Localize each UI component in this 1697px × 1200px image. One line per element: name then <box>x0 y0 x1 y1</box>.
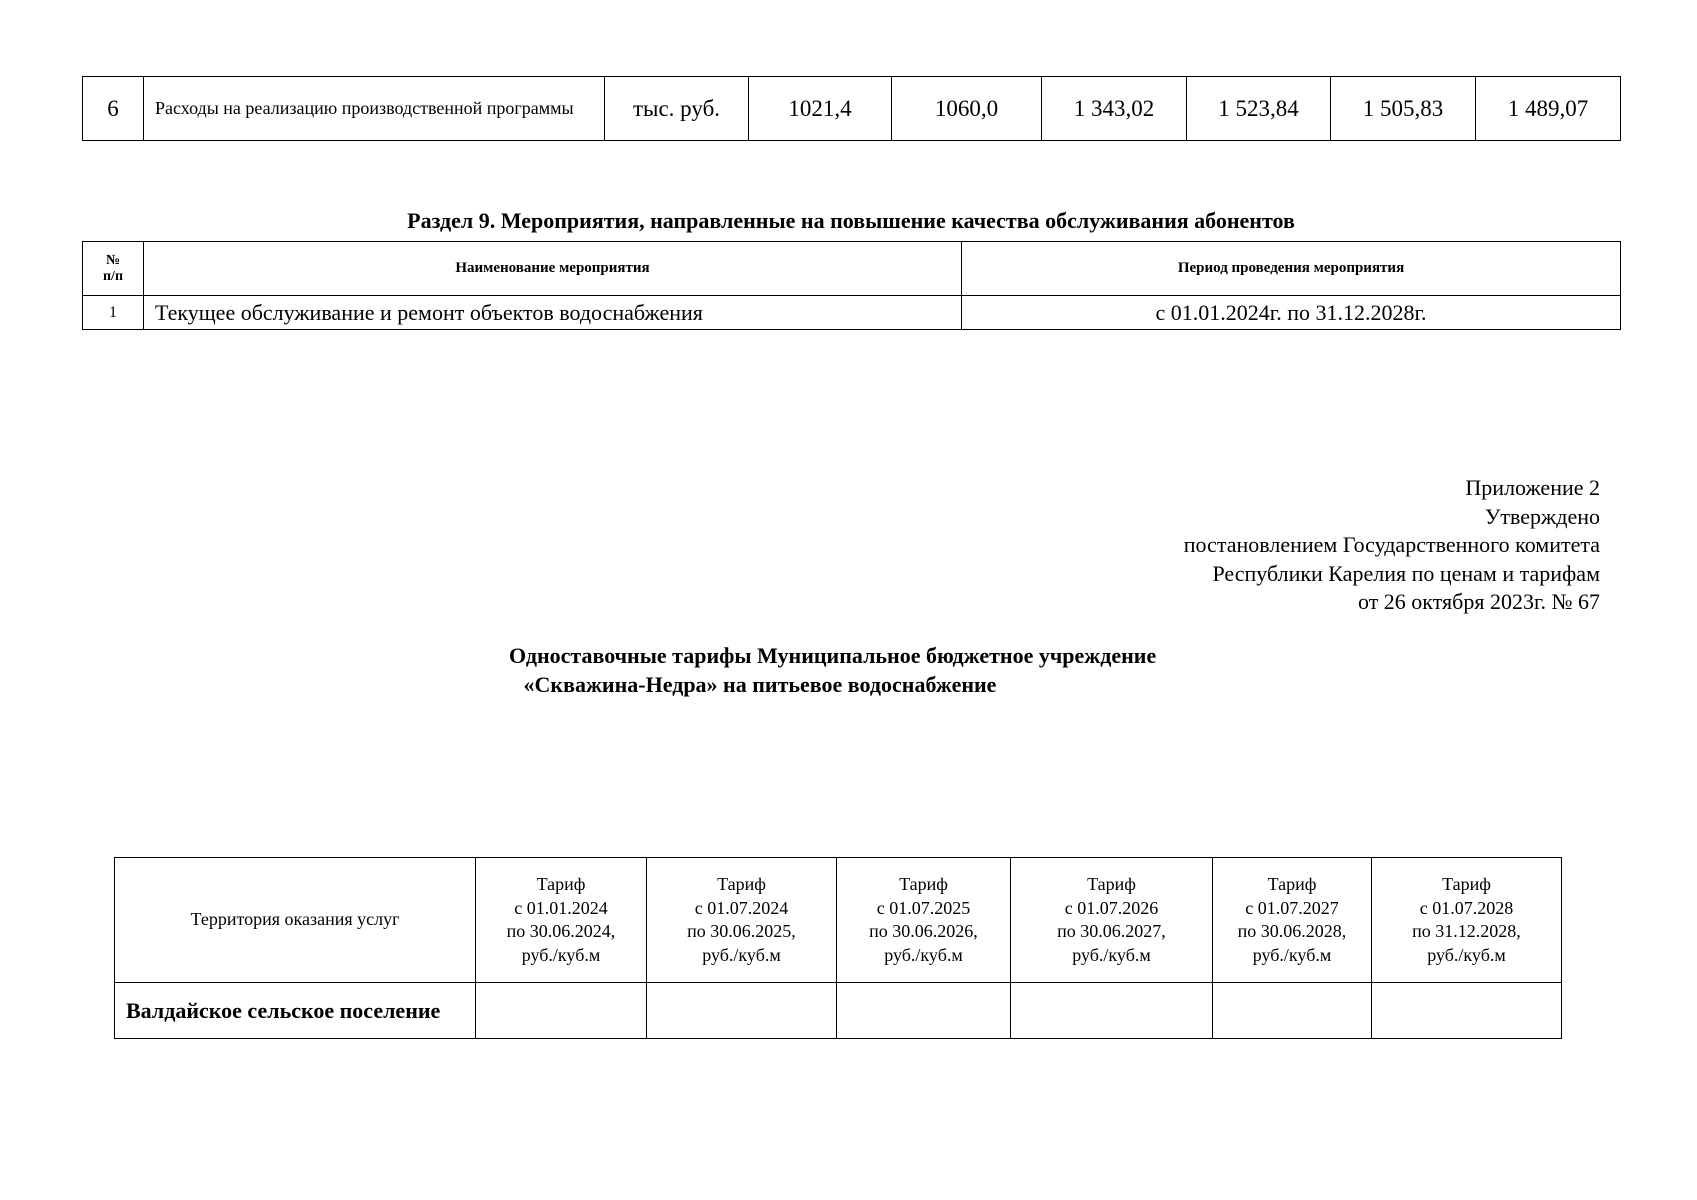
tariff-title-line: «Скважина-Недра» на питьевое водоснабжение <box>523 671 997 697</box>
tariff-value-cell <box>837 983 1011 1039</box>
tariff-header: Тариф с 01.07.2026 по 30.06.2027, руб./куб.м <box>1011 858 1213 983</box>
value-cell: 1060,0 <box>892 77 1042 141</box>
appendix-line: Республики Карелия по ценам и тарифам <box>1212 560 1600 586</box>
value-cell: 1 523,84 <box>1187 77 1331 141</box>
expenses-table <box>82 76 1621 141</box>
tariff-header: Тариф с 01.07.2024 по 30.06.2025, руб./куб.м <box>647 858 837 983</box>
tariff-header: Тариф с 01.07.2028 по 31.12.2028, руб./куб.м <box>1372 858 1562 983</box>
row-unit: тыс. руб. <box>605 77 749 141</box>
value-cell: 1 343,02 <box>1042 77 1187 141</box>
tariff-value-cell <box>1372 983 1562 1039</box>
value-cell: 1 489,07 <box>1476 77 1621 141</box>
section-title: Раздел 9. Мероприятия, направленные на повышение качества обслуживания абонентов <box>407 208 1295 233</box>
table-header-row <box>115 858 1562 983</box>
appendix-line: Приложение 2 <box>1465 475 1600 500</box>
territory-cell: Валдайское сельское поселение <box>115 983 476 1039</box>
tariff-title-line: Одноставочные тарифы Муниципальное бюджетное учреждение <box>509 643 1157 668</box>
table-header-row <box>83 242 1621 296</box>
event-name: Текущее обслуживание и ремонт объектов водоснабжения <box>144 296 962 330</box>
tariffs-table <box>114 857 1562 1039</box>
row-name: Расходы на реализацию производственной программы <box>144 77 605 141</box>
table-row <box>115 983 1562 1039</box>
tariff-title <box>500 642 1157 699</box>
event-period: с 01.01.2024г. по 31.12.2028г. <box>962 296 1621 330</box>
period-header: Период проведения мероприятия <box>962 242 1621 296</box>
num-header-abbr: п/п <box>102 268 124 284</box>
tariff-value-cell <box>1011 983 1213 1039</box>
num-header-symbol: № <box>105 252 121 268</box>
appendix-line: Утверждено <box>1484 503 1600 529</box>
events-table <box>82 241 1621 330</box>
appendix-block <box>1184 474 1600 617</box>
tariff-header: Тариф с 01.07.2027 по 30.06.2028, руб./куб.м <box>1213 858 1372 983</box>
tariff-header: Тариф с 01.07.2025 по 30.06.2026, руб./куб.м <box>837 858 1011 983</box>
name-header: Наименование мероприятия <box>144 242 962 296</box>
tariff-value-cell <box>1213 983 1372 1039</box>
tariff-value-cell <box>476 983 647 1039</box>
table-row <box>83 296 1621 330</box>
tariff-value-cell <box>647 983 837 1039</box>
appendix-line: от 26 октября 2023г. № 67 <box>1357 589 1600 614</box>
value-cell: 1 505,83 <box>1331 77 1476 141</box>
table-row <box>83 77 1621 141</box>
num-header <box>83 242 144 296</box>
row-number: 6 <box>83 77 144 141</box>
row-number: 1 <box>83 296 144 330</box>
tariff-header: Тариф с 01.01.2024 по 30.06.2024, руб./куб.м <box>476 858 647 983</box>
value-cell: 1021,4 <box>749 77 892 141</box>
territory-header: Территория оказания услуг <box>115 858 476 983</box>
appendix-line: постановлением Государственного комитета <box>1183 532 1600 557</box>
